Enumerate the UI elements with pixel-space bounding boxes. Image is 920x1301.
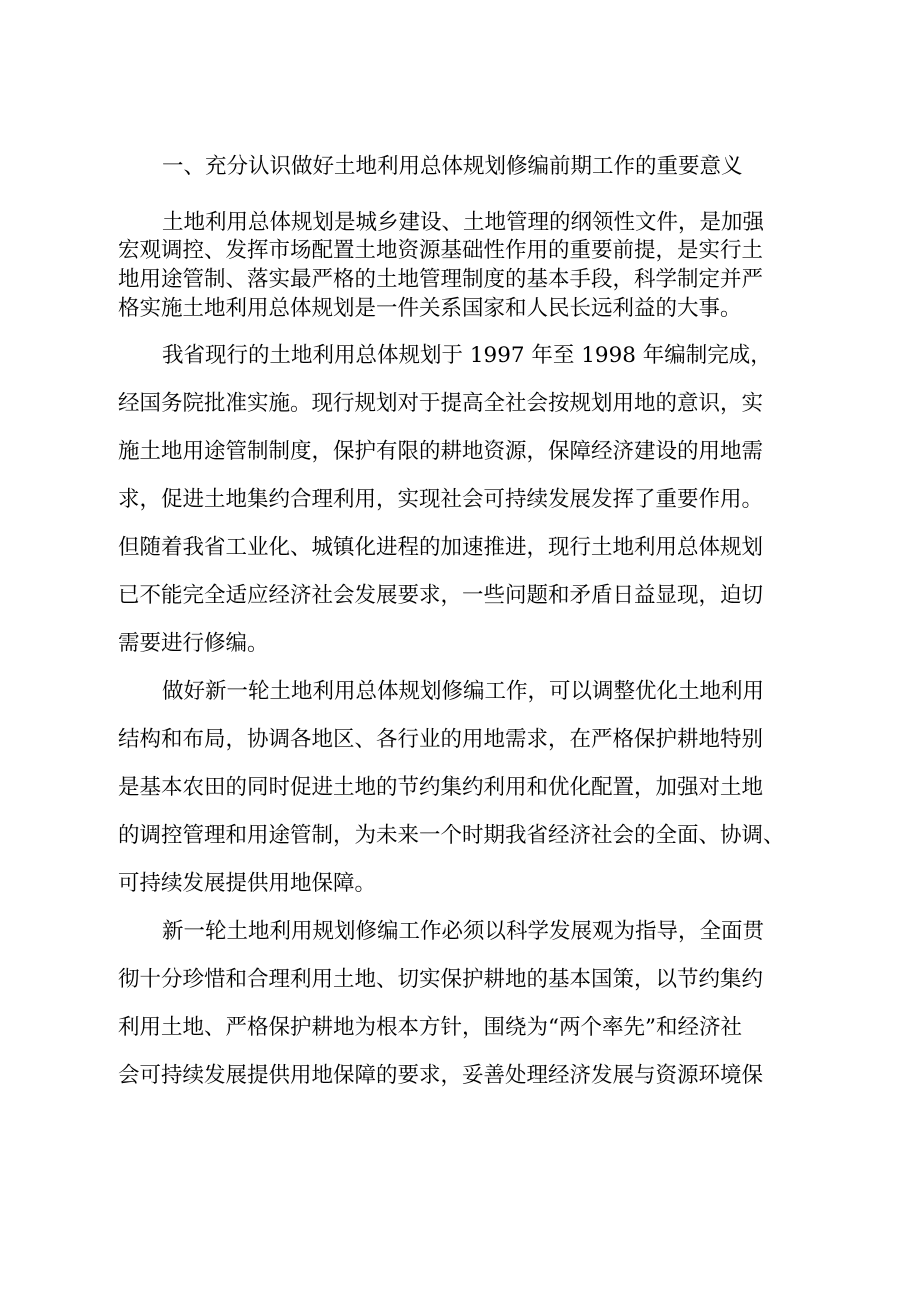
paragraph-line: 土地利用总体规划是城乡建设、土地管理的纲领性文件，是加强 [162,210,765,235]
paragraph-line: 结构和布局，协调各地区、各行业的用地需求，在严格保护耕地特别 [118,727,764,752]
paragraph-line: 需要进行修编。 [118,631,269,656]
paragraph-line: 经国务院批准实施。现行规划对于提高全社会按规划用地的意识，实 [118,391,764,416]
paragraph-line: 施土地用途管制制度，保护有限的耕地资源，保障经济建设的用地需 [118,439,764,464]
paragraph-line: 做好新一轮土地利用总体规划修编工作，可以调整优化土地利用 [162,679,765,704]
paragraph-line: 利用土地、严格保护耕地为根本方针，围绕为“两个率先”和经济社 [118,1015,742,1040]
paragraph-line: 格实施土地利用总体规划是一件关系国家和人民长远利益的大事。 [118,296,742,321]
paragraph-line: 新一轮土地利用规划修编工作必须以科学发展观为指导，全面贯 [162,919,765,944]
paragraph-line: 是基本农田的同时促进土地的节约集约利用和优化配置，加强对土地 [118,775,764,800]
paragraph-line: 宏观调控、发挥市场配置土地资源基础性作用的重要前提，是实行土 [118,238,764,263]
paragraph-line: 可持续发展提供用地保障。 [118,871,377,896]
paragraph-line: 已不能完全适应经济社会发展要求，一些问题和矛盾日益显现，迫切 [118,583,764,608]
paragraph-line: 彻十分珍惜和合理利用土地、切实保护耕地的基本国策，以节约集约 [118,967,764,992]
paragraph-line: 的调控管理和用途管制，为未来一个时期我省经济社会的全面、协调、 [118,823,785,848]
paragraph-line: 会可持续发展提供用地保障的要求，妥善处理经济发展与资源环境保 [118,1063,764,1088]
paragraph-line: 但随着我省工业化、城镇化进程的加速推进，现行土地利用总体规划 [118,535,764,560]
section-heading: 一、充分认识做好土地利用总体规划修编前期工作的重要意义 [162,154,743,179]
paragraph-line: 地用途管制、落实最严格的土地管理制度的基本手段，科学制定并严 [118,267,764,292]
paragraph-line: 我省现行的土地利用总体规划于 1997 年至 1998 年编制完成， [162,343,772,368]
paragraph-line: 求，促进土地集约合理利用，实现社会可持续发展发挥了重要作用。 [118,487,764,512]
